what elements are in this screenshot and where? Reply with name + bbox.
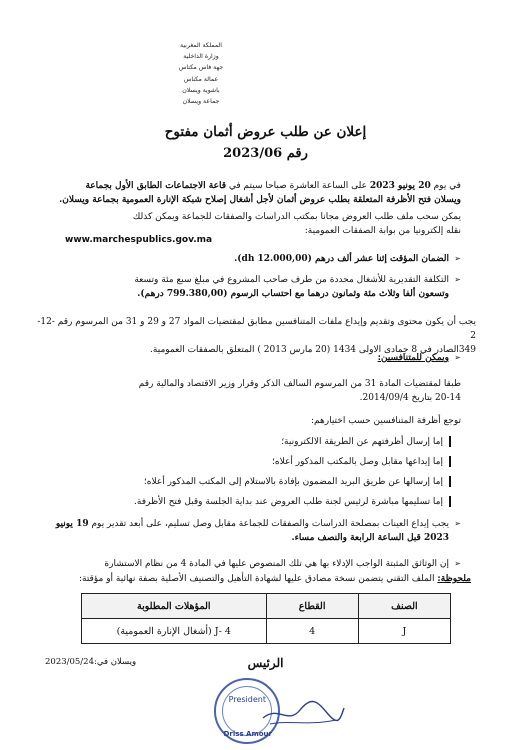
arrow-bullet-icon: ➢ bbox=[454, 559, 461, 568]
submission-option: إما إيداعها مقابل وصل بالمكتب المذكور أعلاه؛ bbox=[272, 456, 451, 467]
table-cell: 4 bbox=[266, 619, 358, 644]
documents-item: ➢إن الوثائق المثبتة الواجب الإدلاء بها هي تلك المنصوص عليها في المادة 4 من نظام الاستشارة bbox=[104, 559, 461, 569]
dossier-paragraph: يمكن سحب ملف طلب العروض مجانا بمكتب الدراسات والصفقات للجماعة ويمكن كذلك نقله إلكترونيا من بوابة الصفقات العمومية: bbox=[132, 212, 461, 236]
letterhead bbox=[161, 40, 241, 107]
qualification-table bbox=[81, 593, 451, 644]
note-paragraph: ملحوظة: الملف التقني يتضمن نسخة مصادق عليها لشهادة التأهيل والتصنيف الأصلية بصفة نهائية أو مؤقتة: bbox=[78, 574, 471, 584]
table-header-cell: الصنف bbox=[358, 594, 450, 619]
handwritten-signature bbox=[223, 680, 348, 740]
submission-option: إما تسليمها مباشرة لرئيس لجنة طلب العروض عند بداية الجلسة وقبل فتح الأظرفة. bbox=[134, 496, 451, 507]
arrow-bullet-icon: ➢ bbox=[454, 254, 461, 263]
table-cell: J- 4 (أشغال الإنارة العمومية) bbox=[82, 619, 267, 644]
letterhead-line: باشوية ويسلان bbox=[182, 86, 220, 94]
reference-number: رقم 2023/06 bbox=[223, 146, 308, 161]
submission-option: إما إرسالها عن طريق البريد المضمون بإفادة بالاستلام إلى المكتب المذكور أعلاه؛ bbox=[144, 476, 451, 487]
table-header-cell: المؤهلات المطلوبة bbox=[82, 594, 267, 619]
letterhead-line: جهة فاس مكناس bbox=[178, 64, 224, 72]
estimate-item: ➢التكلفة التقديرية للأشغال محددة من طرف صاحب المشروع في مبلغ سبع مئة وتسعة وتسعون ألفا وثلاث مئة وثمانون درهما مع احتساب الرسوم (799.380,00 درهم). bbox=[134, 275, 461, 299]
procurement-url[interactable]: www.marchespublics.gov.ma bbox=[65, 235, 213, 245]
stamp-label: President bbox=[228, 695, 266, 704]
page-title: إعلان عن طلب عروض أثمان مفتوح bbox=[164, 124, 367, 140]
arrow-bullet-icon: ➢ bbox=[454, 519, 461, 528]
submission-intro: توجع أظرفة المتنافسين حسب اختيارهم: bbox=[310, 416, 461, 426]
competitors-heading: ➢ويمكن للمتنافسين: bbox=[377, 353, 461, 363]
letterhead-line: المملكة المغربية bbox=[180, 42, 222, 49]
arrow-bullet-icon: ➢ bbox=[454, 275, 461, 284]
samples-item: ➢يجب إيداع العينات بمصلحة الدراسات والصفقات للجماعة مقابل وصل تسليم، على أبعد تقدير يوم 19 يونيو 2023 قبل الساعة الرابعة والنصف مساء. bbox=[55, 519, 461, 543]
submission-option: إما إرسال أظرفتهم عن الطريقة الالكترونية؛ bbox=[281, 436, 451, 447]
compliance-paragraph: يجب أن يكون محتوى وتقديم وإيداع ملفات المتنافسين مطابق لمقتضيات المواد 27 و 29 و 31 من المرسوم رقم -12-2 349الصادر في 8 جمادى الاولى 1434 (20 مارس 2013 ) المتعلق بالصفقات العمومية. bbox=[37, 317, 476, 355]
competitors-paragraph: طبقا لمقتضيات المادة 31 من المرسوم السالف الذكر وقرار وزير الاقتصاد والمالية رقم 20-14 بتاريخ 2014/09/4. bbox=[138, 379, 461, 403]
letterhead-line: جماعة ويسلان bbox=[182, 98, 220, 106]
table-row bbox=[82, 619, 451, 644]
table-cell: J bbox=[358, 619, 450, 644]
signatory-title: الرئيس bbox=[247, 656, 284, 670]
signing-date: ويسلان في:2023/05/24 bbox=[45, 657, 137, 667]
signer-name: Driss Amour bbox=[223, 730, 272, 738]
table-header-row bbox=[82, 594, 451, 619]
arrow-bullet-icon: ➢ bbox=[454, 353, 461, 362]
opening-paragraph: في يوم 20 يونيو 2023 على الساعة العاشرة صباحا سيتم في قاعة الاجتماعات الطابق الأول بجماعة ويسلان فتح الأظرفة المتعلقة بطلب عروض أثمان لأجل أشغال إصلاح شبكة الإنارة العمومية بجماعة ويسلان. bbox=[59, 181, 461, 205]
guarantee-item: ➢الضمان المؤقت إثنا عشر ألف درهم (12.000,00 dh). bbox=[234, 254, 461, 264]
letterhead-line: وزارة الداخلية bbox=[183, 53, 219, 61]
letterhead-line: عمالة مكناس bbox=[183, 75, 219, 83]
table-header-cell: القطاع bbox=[266, 594, 358, 619]
